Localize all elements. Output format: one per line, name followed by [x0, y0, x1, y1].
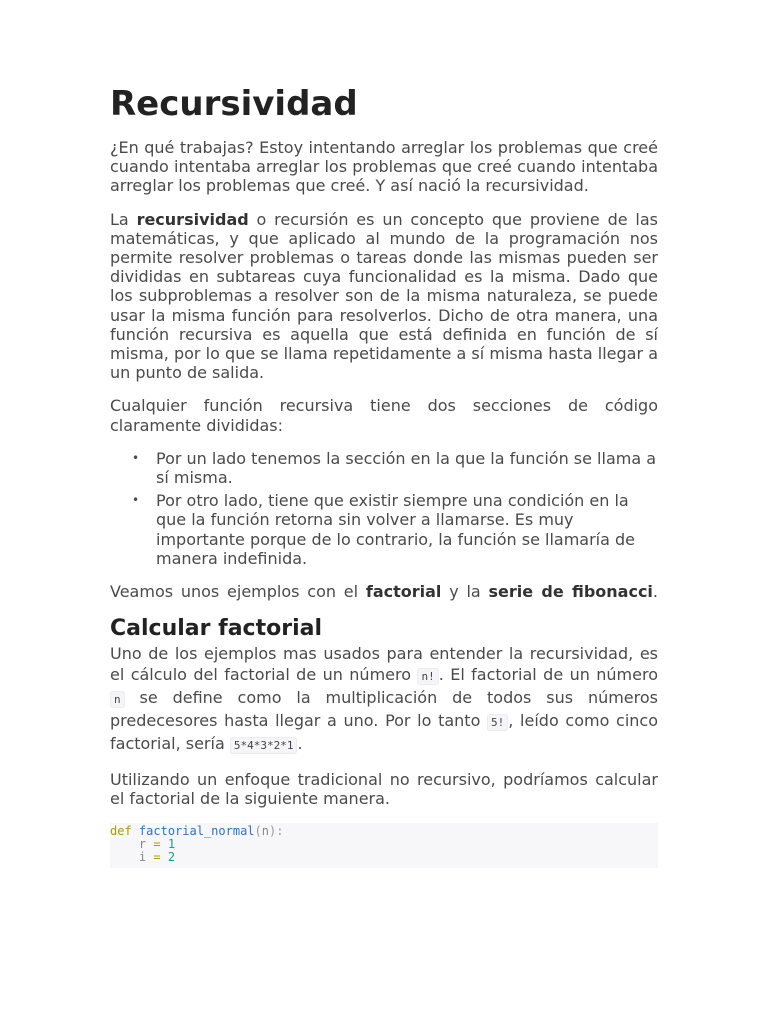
examples-prefix: Veamos unos ejemplos con el [110, 582, 366, 602]
list-item [132, 491, 658, 568]
sections-intro-paragraph: Cualquier función recursiva tiene dos secciones de código claramente divididas: [110, 396, 658, 435]
code-n-factorial: n! [417, 668, 438, 685]
examples-middle: y la [441, 582, 489, 602]
code-block [110, 823, 658, 868]
factorial-text-5: . [297, 734, 303, 754]
bullet-icon: • [132, 493, 140, 508]
examples-term-fibonacci: serie de fibonacci [488, 582, 653, 602]
examples-suffix: . [652, 582, 659, 602]
code-line-2 [110, 838, 658, 851]
code-line-3 [110, 851, 658, 864]
factorial-text-4: , leído como cinco factorial, sería [110, 711, 659, 754]
article [110, 82, 658, 868]
page-title: Recursividad [110, 84, 358, 124]
code-param: n [261, 823, 269, 838]
factorial-paragraph [110, 643, 658, 756]
factorial-heading: Calcular factorial [110, 616, 322, 642]
bullet-list [110, 449, 658, 568]
code-5-factorial: 5! [487, 714, 508, 731]
code-var-r: r [138, 836, 147, 851]
code-function-name: factorial_normal [138, 823, 255, 838]
intro-paragraph: ¿En qué trabajas? Estoy intentando arreglar los problemas que creé cuando intentaba arreglar los problemas que creé cuando intentaba arreglar los problemas que creé. Y así nació la recursividad. [110, 138, 658, 196]
list-item-text: Por un lado tenemos la sección en la que la función se llama a sí misma. [156, 448, 657, 488]
list-item [132, 448, 658, 488]
definition-term: recursividad [136, 209, 249, 229]
code-line-1 [110, 825, 658, 838]
factorial-text-3: se define como la multiplicación de todos sus números predecesores hasta llegar a uno. Por lo tanto [110, 688, 658, 731]
code-5-expansion: 5*4*3*2*1 [230, 737, 298, 754]
factorial-text-2: . El factorial de un número [438, 665, 658, 685]
code-n: n [110, 691, 125, 708]
definition-rest: o recursión es un concepto que proviene de las matemáticas, y que aplicado al mundo de la programación nos permite resolver problemas o tareas donde las mismas pueden ser divididas en subtareas cuya funcionalidad es la misma. Dado que los subproblemas a resolver son de la misma naturaleza, se puede usar la misma función para resolverlos. Dicho de otra manera, una función recursiva es aquella que está definida en función de sí misma, por lo que se llama repetidamente a sí misma hasta llegar a un punto de salida. [110, 209, 658, 383]
code-num: 1 [167, 836, 176, 851]
code-keyword-def: def [110, 823, 132, 838]
code-paren-open: ( [254, 823, 262, 838]
code-paren-close: ): [268, 823, 284, 838]
bullet-icon: • [132, 450, 140, 465]
factorial-text-1: Uno de los ejemplos mas usados para entender la recursividad, es el cálculo del factorial de un número [110, 644, 658, 685]
code-num: 2 [167, 849, 176, 864]
code-op: = [153, 836, 161, 851]
list-item-text: Por otro lado, tiene que existir siempre una condición en la que la función retorna sin volver a llamarse. Es muy importante porque de lo contrario, la función se llamaría de manera indefinida. [156, 491, 635, 568]
examples-term-factorial: factorial [365, 582, 442, 602]
code-var-i: i [138, 849, 147, 864]
code-op: = [153, 849, 161, 864]
examples-paragraph [110, 582, 658, 601]
definition-prefix: La [110, 209, 137, 229]
traditional-paragraph: Utilizando un enfoque tradicional no recursivo, podríamos calcular el factorial de la siguiente manera. [110, 770, 658, 809]
definition-paragraph [110, 210, 658, 383]
